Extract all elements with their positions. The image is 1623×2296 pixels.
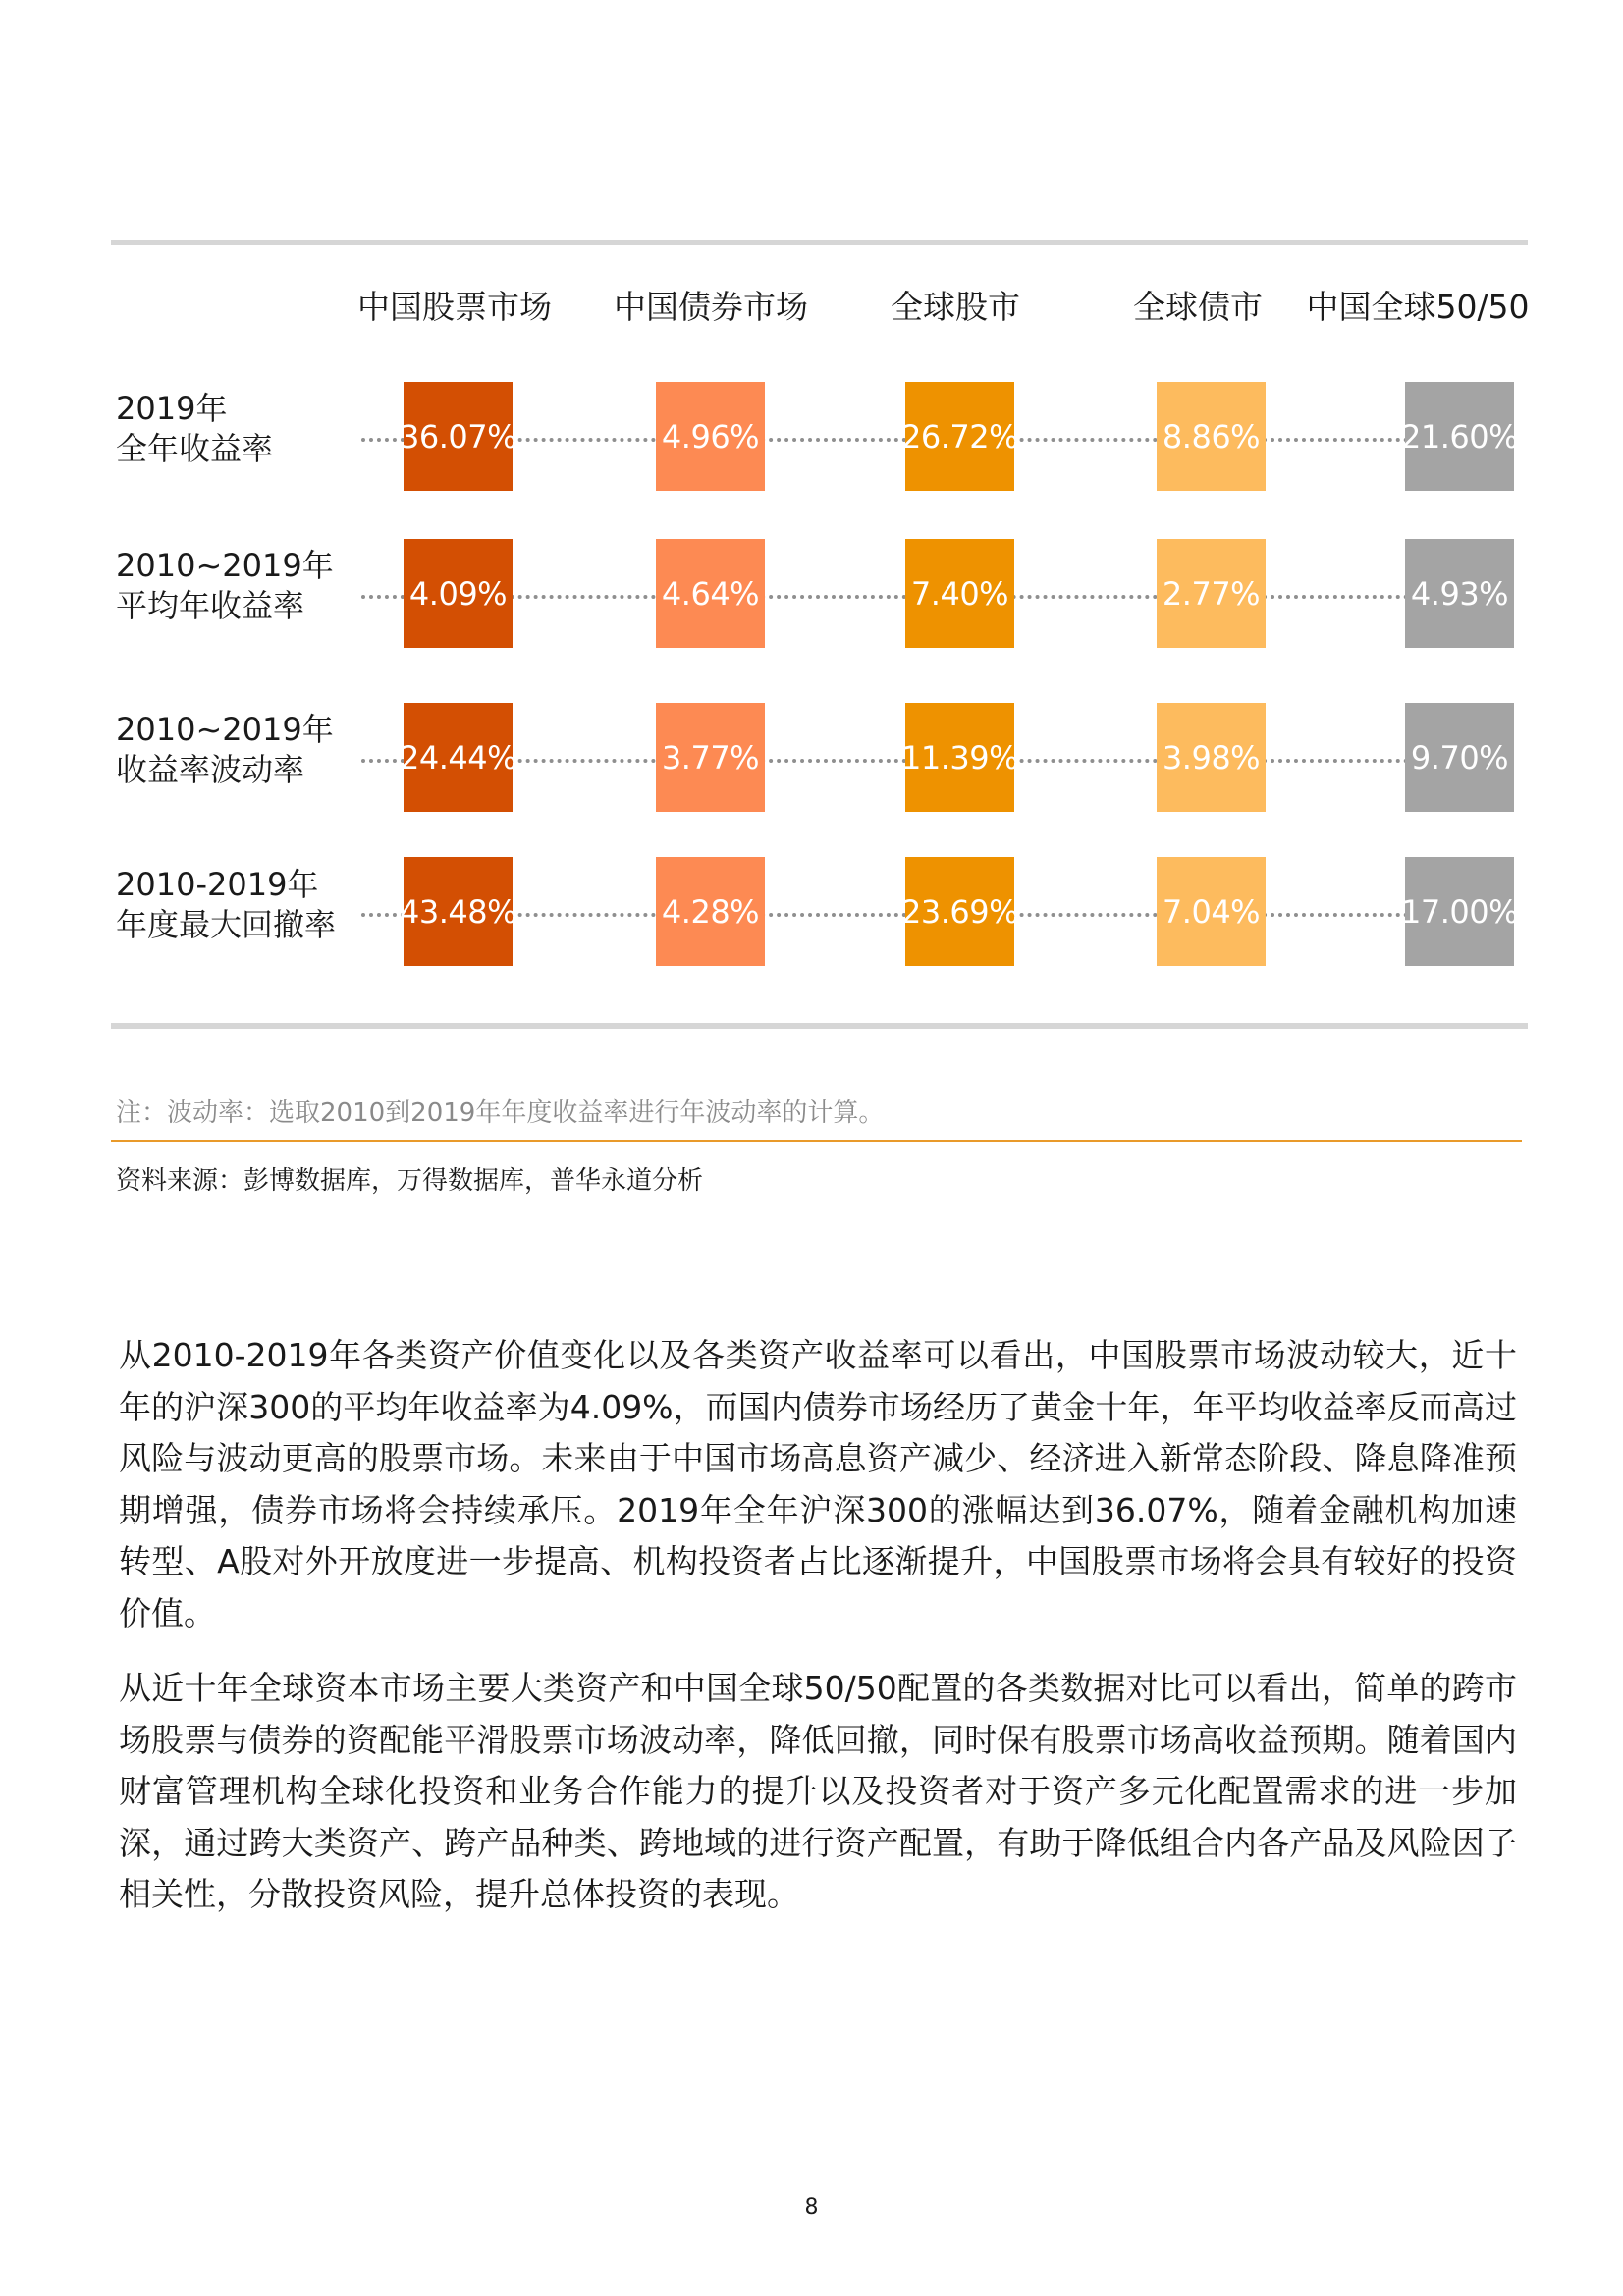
value-cell: 21.60% (1405, 382, 1514, 491)
row-label-line1: 2010-2019年 (116, 866, 319, 903)
row-label-line1: 2019年 (116, 390, 228, 427)
row-label-line2: 收益率波动率 (116, 751, 305, 788)
table-top-rule (111, 240, 1528, 245)
value-cell: 7.04% (1157, 857, 1266, 966)
column-header-global-stock: 全球股市 (891, 288, 1020, 326)
value-cell: 4.64% (656, 539, 765, 648)
value-cell: 3.98% (1157, 703, 1266, 812)
column-header-global-bond: 全球债市 (1133, 288, 1263, 326)
value-cell: 3.77% (656, 703, 765, 812)
row-label (116, 389, 273, 469)
table-bottom-rule (111, 1023, 1528, 1029)
value-cell: 17.00% (1405, 857, 1514, 966)
body-paragraph-2: 从近十年全球资本市场主要大类资产和中国全球50/50配置的各类数据对比可以看出，简单的跨市场股票与债券的资配能平滑股票市场波动率，降低回撤，同时保有股票市场高收益预期。随着国内财富管理机构全球化投资和业务合作能力的提升以及投资者对于资产多元化配置需求的进一步加深，通过跨大类资产、跨产品种类、跨地域的进行资产配置，有助于降低组合内各产品及风险因子相关性，分散投资风险，提升总体投资的表现。 (119, 1669, 1517, 1913)
value-cell: 2.77% (1157, 539, 1266, 648)
footnote: 注：波动率：选取2010到2019年年度收益率进行年波动率的计算。 (116, 1098, 885, 1128)
value-cell: 36.07% (404, 382, 513, 491)
page-number: 8 (804, 2195, 819, 2219)
row-label-line2: 平均年收益率 (116, 587, 305, 624)
value-cell: 4.96% (656, 382, 765, 491)
row-label-line2: 全年收益率 (116, 430, 274, 467)
row-label (116, 865, 336, 945)
value-cell: 11.39% (905, 703, 1014, 812)
value-cell: 4.28% (656, 857, 765, 966)
value-cell: 8.86% (1157, 382, 1266, 491)
value-cell: 4.93% (1405, 539, 1514, 648)
column-header-china-global-5050: 中国全球50/50 (1306, 288, 1530, 326)
value-cell: 9.70% (1405, 703, 1514, 812)
row-label (116, 546, 334, 626)
row-label-line1: 2010~2019年 (116, 547, 334, 584)
source-note: 资料来源：彭博数据库，万得数据库，普华永道分析 (116, 1166, 704, 1196)
value-cell: 7.40% (905, 539, 1014, 648)
value-cell: 4.09% (404, 539, 513, 648)
value-cell: 23.69% (905, 857, 1014, 966)
footnote-divider (111, 1140, 1522, 1142)
row-label (116, 710, 334, 790)
value-cell: 43.48% (404, 857, 513, 966)
body-paragraph-1: 从2010-2019年各类资产价值变化以及各类资产收益率可以看出，中国股票市场波动较大，近十年的沪深300的平均年收益率为4.09%，而国内债券市场经历了黄金十年，年平均收益率反而高过风险与波动更高的股票市场。未来由于中国市场高息资产减少、经济进入新常态阶段、降息降准预期增强，债券市场将会持续承压。2019年全年沪深300的涨幅达到36.07%，随着金融机构加速转型、A股对外开放度进一步提高、机构投资者占比逐渐提升，中国股票市场将会具有较好的投资价值。 (119, 1336, 1517, 1632)
row-label-line1: 2010~2019年 (116, 711, 334, 748)
value-cell: 24.44% (404, 703, 513, 812)
column-header-china-stock: 中国股票市场 (357, 288, 552, 326)
row-label-line2: 年度最大回撤率 (116, 906, 337, 943)
column-header-china-bond: 中国债券市场 (614, 288, 808, 326)
value-cell: 26.72% (905, 382, 1014, 491)
